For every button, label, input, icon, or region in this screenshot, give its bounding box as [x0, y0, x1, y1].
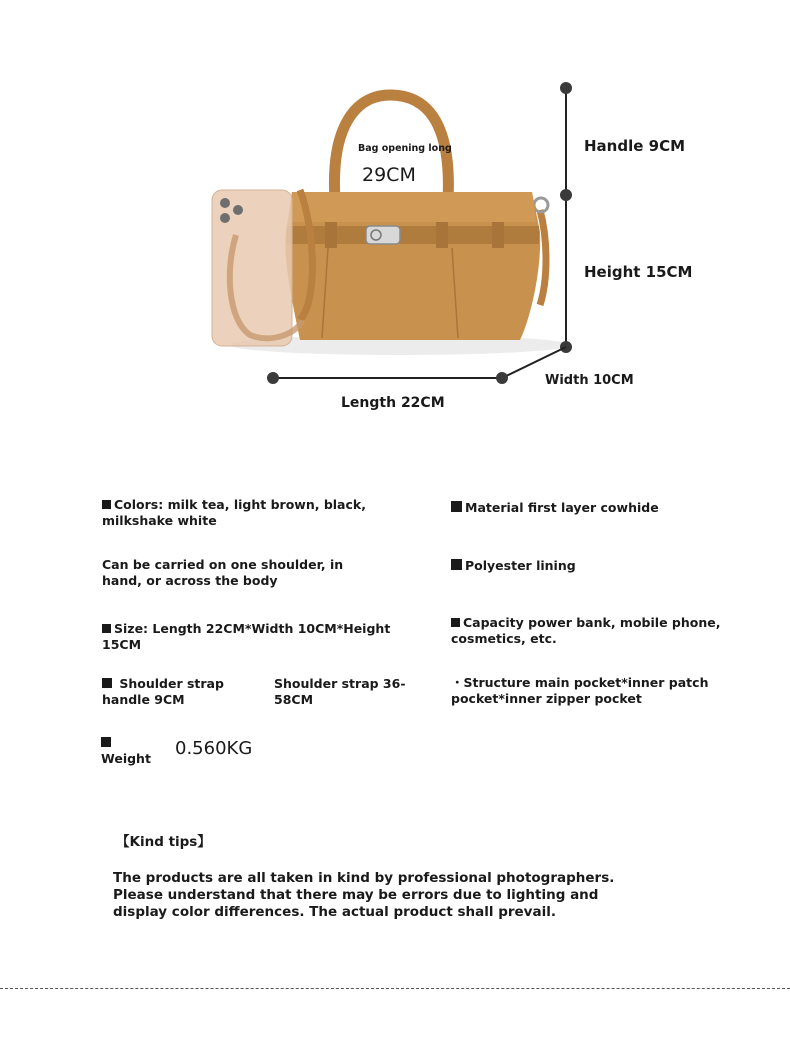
spec-shoulder-strap: Shoulder strap 36-58CM	[274, 676, 406, 707]
length-dimension-label: Length 22CM	[341, 395, 445, 411]
product-diagram	[0, 0, 790, 430]
weight-value: 0.560KG	[175, 738, 253, 759]
spec-size: Size: Length 22CM*Width 10CM*Height 15CM	[102, 621, 391, 652]
bullet-square-icon	[101, 737, 111, 747]
phone-camera-2	[220, 213, 230, 223]
spec-lining: Polyester lining	[451, 558, 731, 574]
spec-material: Material first layer cowhide	[451, 500, 731, 516]
tips-title: 【Kind tips】	[116, 834, 211, 850]
bullet-square-icon	[102, 500, 111, 509]
belt-loop-far-right	[492, 222, 504, 248]
spec-structure: ・Structure main pocket*inner patch pocket*inner zipper pocket	[451, 675, 709, 706]
height-dimension-label: Height 15CM	[584, 263, 693, 281]
bullet-square-icon	[102, 678, 112, 688]
phone-camera-1	[220, 198, 230, 208]
phone-camera-3	[233, 205, 243, 215]
tips-body: The products are all taken in kind by professional photographers. Please understand that there may be errors due to lighting and display color differences. The actual product shall prevail.	[113, 870, 615, 920]
bullet-square-icon	[451, 618, 460, 627]
bag-top-panel	[288, 192, 536, 222]
belt-loop-right	[436, 222, 448, 248]
dimension-dot-top	[560, 82, 572, 94]
spec-capacity: Capacity power bank, mobile phone, cosmetics, etc.	[451, 615, 721, 646]
spec-carry: Can be carried on one shoulder, in hand, or across the body	[102, 557, 344, 588]
dimension-dot-corner	[496, 372, 508, 384]
shoulder-strap-right	[540, 210, 546, 305]
handle-dimension-label: Handle 9CM	[584, 137, 686, 155]
opening-value: 29CM	[362, 164, 416, 186]
spec-weight: Weight	[101, 735, 151, 767]
dimension-dot-middle	[560, 189, 572, 201]
bullet-square-icon	[451, 501, 462, 512]
width-dimension-label: Width 10CM	[545, 373, 634, 388]
bullet-square-icon	[102, 624, 111, 633]
spec-colors: Colors: milk tea, light brown, black, milkshake white	[102, 497, 366, 528]
bullet-square-icon	[451, 559, 462, 570]
belt-loop-left	[325, 222, 337, 248]
dimension-dot-left	[267, 372, 279, 384]
opening-label: Bag opening long	[358, 143, 452, 154]
dashed-divider	[0, 988, 790, 989]
spec-handle-strap: Shoulder strap handle 9CM	[102, 676, 224, 707]
